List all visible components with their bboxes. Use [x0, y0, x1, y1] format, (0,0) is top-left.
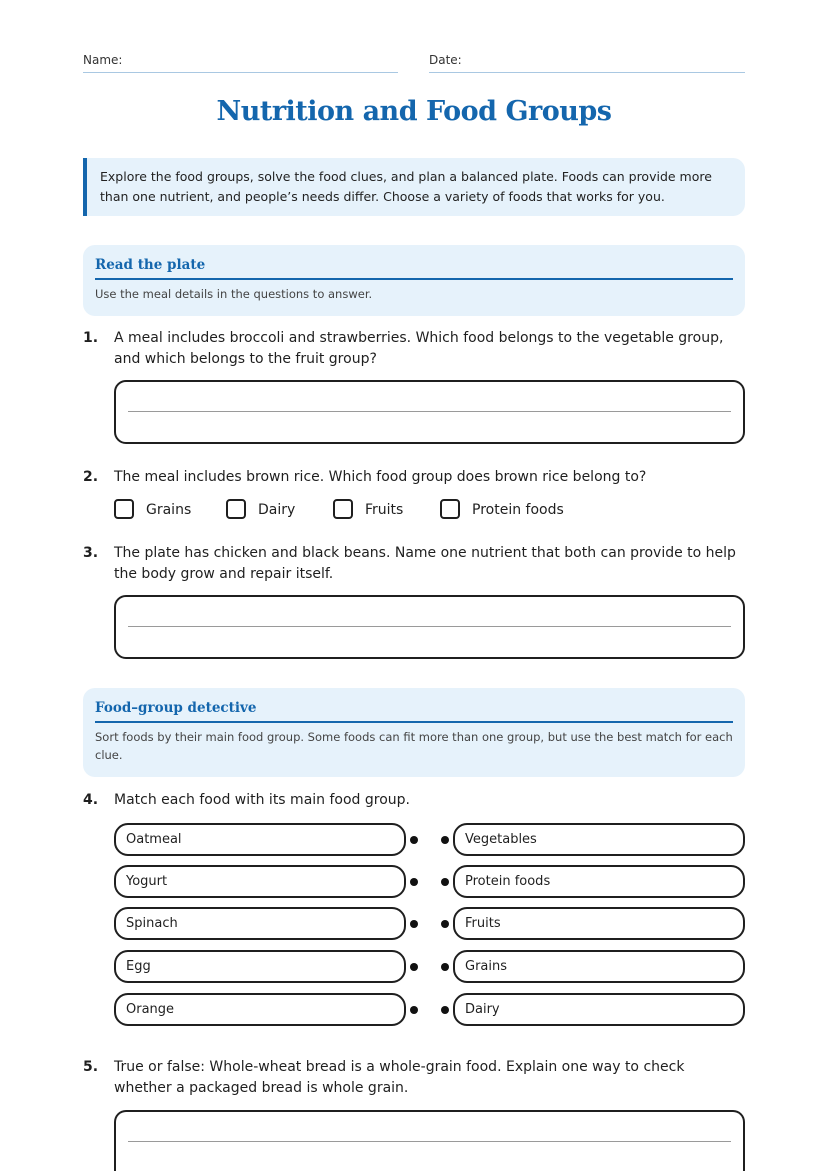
question-number: 1.	[83, 330, 99, 346]
choice-label: Dairy	[258, 502, 296, 518]
match-dot[interactable]	[441, 1006, 449, 1014]
section-read-the-plate	[83, 245, 745, 316]
match-dot[interactable]	[410, 1006, 418, 1014]
date-field[interactable]	[429, 53, 745, 73]
match-dot[interactable]	[410, 963, 418, 971]
question-text: A meal includes broccoli and strawberries. Which food belongs to the vegetable group, and which belongs to the fruit group?	[114, 330, 724, 367]
section-food-group-detective	[83, 688, 745, 777]
match-dot[interactable]	[410, 920, 418, 928]
writing-line	[128, 626, 731, 627]
match-dot[interactable]	[441, 963, 449, 971]
match-group-item[interactable]: Protein foods	[453, 865, 745, 898]
match-food-item[interactable]: Orange	[114, 993, 406, 1026]
answer-box-1[interactable]	[114, 380, 745, 444]
checkbox[interactable]	[226, 499, 246, 519]
section-subtitle: Sort foods by their main food group. Some foods can fit more than one group, but use the best match for each clue.	[95, 730, 733, 762]
match-food-item[interactable]: Egg	[114, 950, 406, 983]
intro-callout: Explore the food groups, solve the food clues, and plan a balanced plate. Foods can provide more than one nutrient, and people’s needs differ. Choose a variety of foods that works for you.	[83, 158, 745, 216]
writing-line	[128, 1141, 731, 1142]
choice-label: Grains	[146, 502, 192, 518]
question-text: True or false: Whole-wheat bread is a whole-grain food. Explain one way to check whether a packaged bread is whole grain.	[114, 1059, 685, 1096]
question-text: Match each food with its main food group.	[114, 792, 410, 808]
question-number: 4.	[83, 792, 99, 808]
choice-label: Fruits	[365, 502, 404, 518]
choice-label: Protein foods	[472, 502, 564, 518]
name-label: Name:	[83, 53, 123, 67]
match-dot[interactable]	[441, 920, 449, 928]
answer-box-5[interactable]	[114, 1110, 745, 1171]
name-field[interactable]	[83, 53, 398, 73]
checkbox[interactable]	[440, 499, 460, 519]
question-text: The plate has chicken and black beans. Name one nutrient that both can provide to help the body grow and repair itself.	[114, 545, 736, 582]
section-title: Food–group detective	[95, 700, 733, 723]
page-title: Nutrition and Food Groups	[216, 96, 612, 127]
question-text: The meal includes brown rice. Which food group does brown rice belong to?	[114, 469, 647, 485]
section-title: Read the plate	[95, 257, 733, 280]
date-label: Date:	[429, 53, 462, 67]
match-dot[interactable]	[410, 878, 418, 886]
writing-line	[128, 411, 731, 412]
match-group-item[interactable]: Vegetables	[453, 823, 745, 856]
question-number: 5.	[83, 1059, 99, 1075]
match-group-item[interactable]: Grains	[453, 950, 745, 983]
checkbox[interactable]	[333, 499, 353, 519]
match-group-item[interactable]: Fruits	[453, 907, 745, 940]
match-food-item[interactable]: Oatmeal	[114, 823, 406, 856]
section-subtitle: Use the meal details in the questions to answer.	[95, 287, 373, 301]
question-number: 3.	[83, 545, 99, 561]
match-food-item[interactable]: Yogurt	[114, 865, 406, 898]
match-dot[interactable]	[410, 836, 418, 844]
answer-box-3[interactable]	[114, 595, 745, 659]
match-food-item[interactable]: Spinach	[114, 907, 406, 940]
checkbox[interactable]	[114, 499, 134, 519]
name-date-row	[83, 53, 745, 73]
match-dot[interactable]	[441, 878, 449, 886]
match-group-item[interactable]: Dairy	[453, 993, 745, 1026]
match-dot[interactable]	[441, 836, 449, 844]
question-number: 2.	[83, 469, 99, 485]
